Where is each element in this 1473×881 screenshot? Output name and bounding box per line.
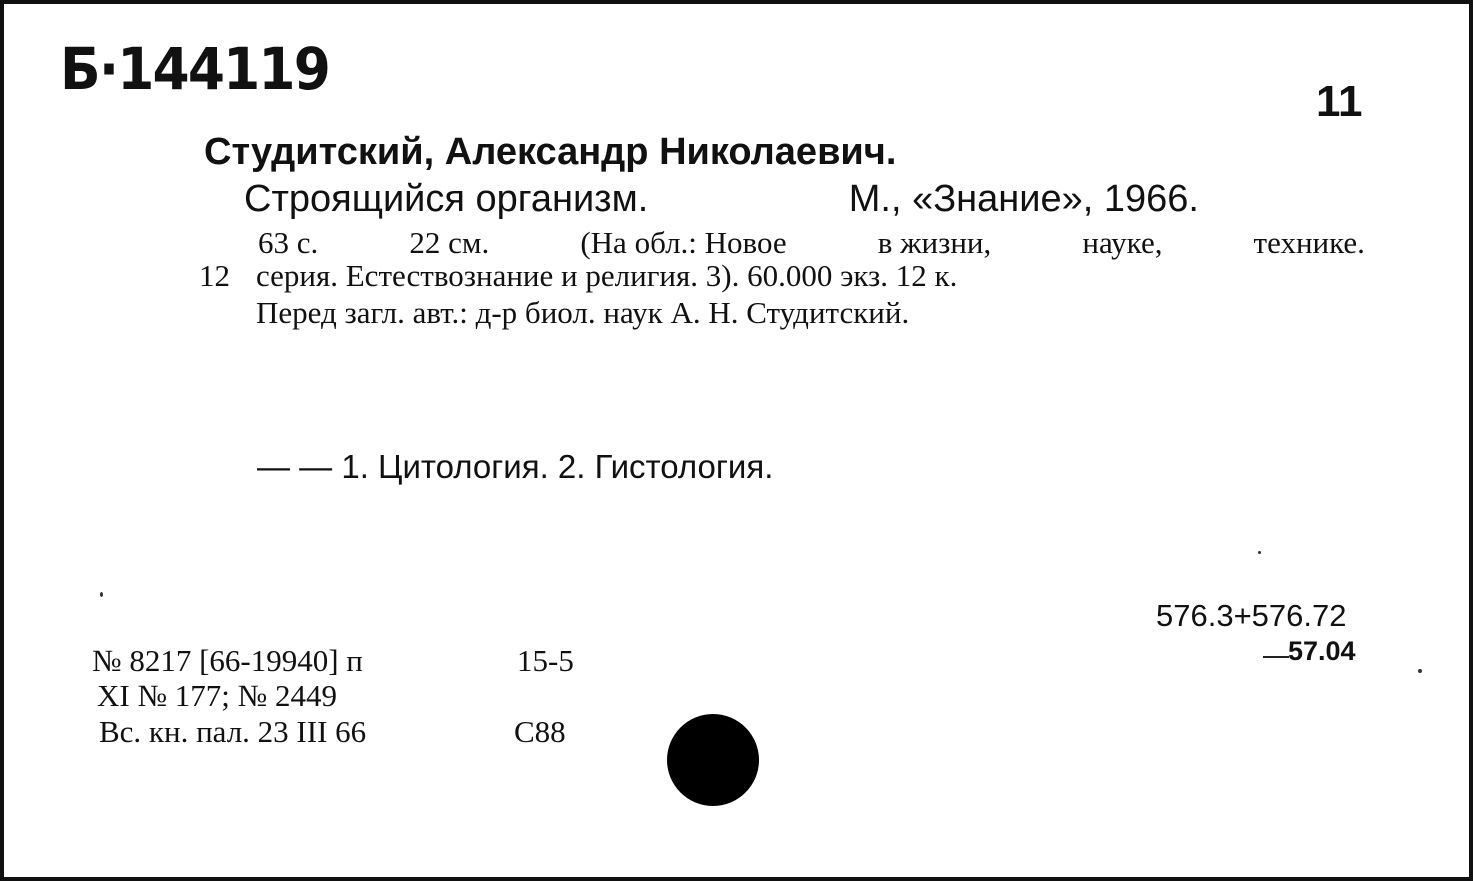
accession-mark: Б·144119 — [60, 35, 329, 103]
print-code: 15-5 — [517, 643, 574, 678]
series-note: серия. Естествознание и религия. 3). 60.000 экз. 12 к. — [256, 258, 958, 293]
author-note: Перед загл. авт.: д-р биол. наук А. Н. Студитский. — [256, 295, 910, 330]
speck — [1258, 551, 1261, 554]
desc-part: 22 см. — [409, 225, 490, 260]
udc-dash — [1263, 656, 1289, 658]
subject-headings: — — 1. Цитология. 2. Гистология. — [257, 448, 774, 485]
title-line — [244, 180, 1199, 218]
book-title: Строящийся организм. — [244, 178, 649, 220]
udc-classification-secondary: 57.04 — [1288, 636, 1356, 666]
desc-part: 63 с. — [258, 225, 319, 260]
author-heading: Студитский, Александр Николаевич. — [204, 131, 897, 173]
series-number: 12 — [199, 258, 230, 293]
chamber-note: Вс. кн. пал. 23 III 66 — [99, 714, 367, 749]
publisher-imprint: М., «Знание», 1966. — [848, 178, 1199, 220]
desc-part: технике. — [1253, 225, 1365, 260]
desc-part: науке, — [1082, 225, 1163, 260]
registration-number: № 8217 [66-19940] п — [92, 643, 363, 678]
desc-part: в жизни, — [877, 225, 992, 260]
author-sign: С88 — [514, 714, 566, 749]
card-number: 11 — [1316, 77, 1363, 126]
physical-description — [258, 227, 1365, 258]
speck — [1418, 669, 1422, 673]
desc-part: (На обл.: Новое — [580, 225, 787, 260]
order-numbers: XI № 177; № 2449 — [97, 678, 337, 713]
udc-classification: 576.3+576.72 — [1156, 598, 1347, 633]
punch-hole — [667, 714, 759, 806]
speck — [100, 592, 103, 597]
